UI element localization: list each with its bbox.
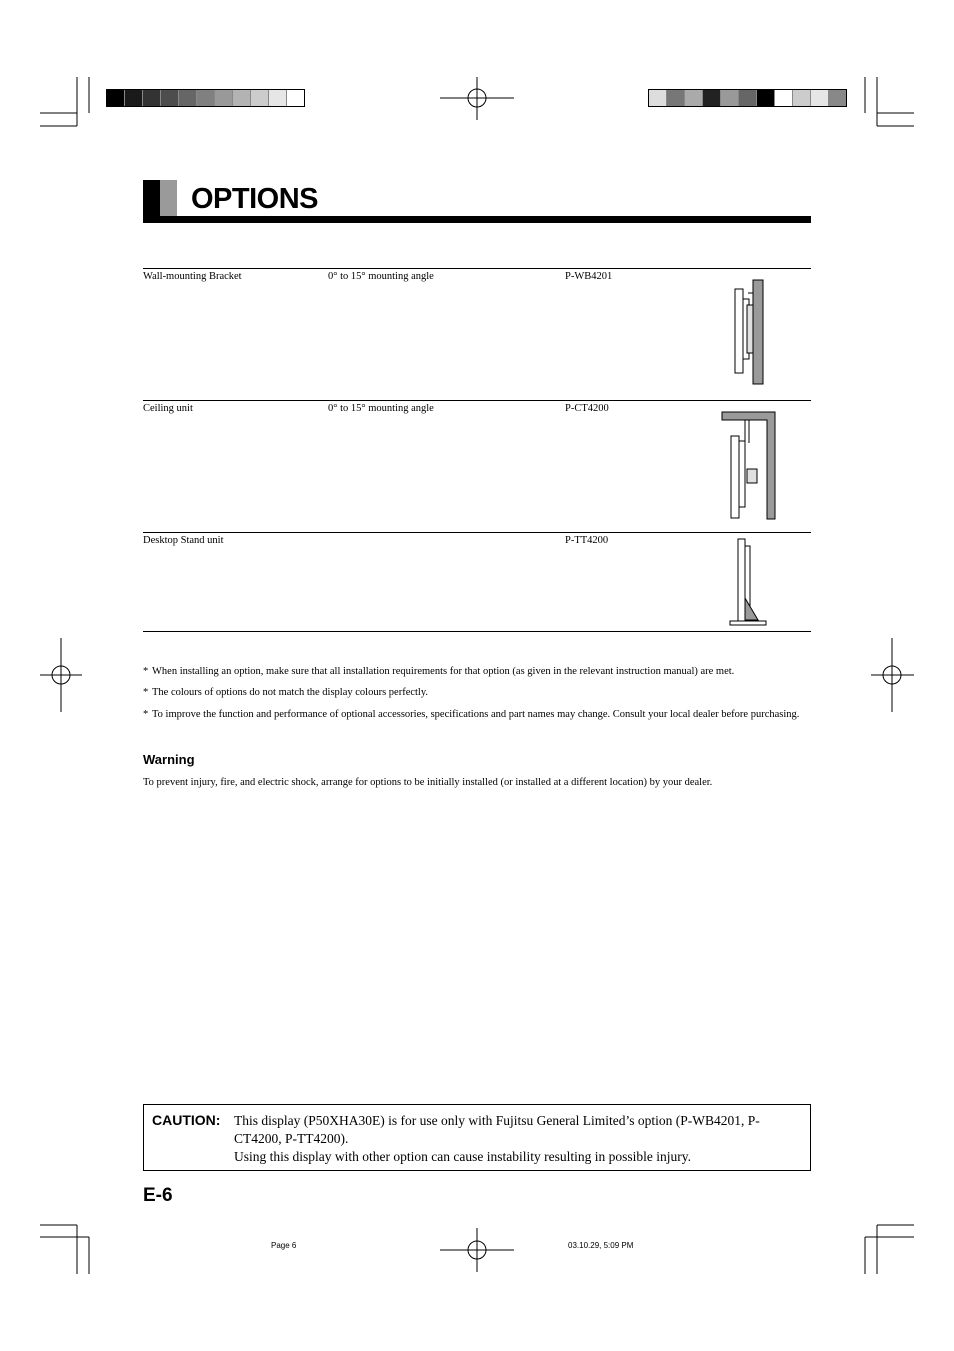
- title-marker-gray: [160, 180, 177, 218]
- option-model: P-TT4200: [565, 535, 609, 546]
- option-model: P-CT4200: [565, 403, 609, 414]
- wall-bracket-illustration: [726, 279, 776, 385]
- note-text: The colours of options do not match the display colours perfectly.: [152, 687, 429, 698]
- caution-body: [234, 1112, 804, 1166]
- option-model: P-WB4201: [565, 271, 613, 282]
- note-marker: *: [143, 687, 149, 698]
- color-swatch: [179, 90, 197, 106]
- color-swatch: [143, 90, 161, 106]
- color-swatch: [125, 90, 143, 106]
- color-swatch: [667, 90, 685, 106]
- color-calibration-bar-right: [648, 89, 847, 107]
- color-swatch: [739, 90, 757, 106]
- option-row-wall-bracket: [143, 268, 811, 401]
- note-text: When installing an option, make sure that all installation requirements for that option (as given in the relevant instruction manual) are met.: [152, 666, 735, 677]
- option-row-desktop-stand: [143, 532, 811, 632]
- caution-line-2: Using this display with other option can cause instability resulting in possible injury.: [234, 1149, 691, 1164]
- color-swatch: [161, 90, 179, 106]
- option-row-ceiling-unit: [143, 400, 811, 533]
- option-name: Desktop Stand unit: [143, 535, 224, 546]
- color-swatch: [251, 90, 269, 106]
- warning-text: To prevent injury, fire, and electric shock, arrange for options to be initially installed (or installed at a different location) by your dealer.: [143, 777, 713, 788]
- note-colours: [143, 685, 811, 700]
- option-description: 0° to 15° mounting angle: [328, 271, 434, 282]
- color-swatch: [775, 90, 793, 106]
- note-installation-requirements: [143, 664, 811, 679]
- color-swatch: [107, 90, 125, 106]
- warning-heading: Warning: [143, 752, 195, 767]
- color-swatch: [197, 90, 215, 106]
- caution-box: [143, 1104, 811, 1171]
- caution-label: CAUTION:: [152, 1112, 221, 1128]
- color-swatch: [215, 90, 233, 106]
- color-swatch: [703, 90, 721, 106]
- note-marker: *: [143, 709, 149, 720]
- footer-page: Page 6: [271, 1241, 297, 1250]
- title-marker-black: [143, 180, 160, 218]
- page-number: E-6: [143, 1185, 173, 1206]
- color-swatch: [829, 90, 846, 106]
- desktop-stand-illustration: [728, 536, 772, 628]
- option-name: Wall-mounting Bracket: [143, 271, 242, 282]
- option-name: Ceiling unit: [143, 403, 193, 414]
- footer-timestamp: 03.10.29, 5:09 PM: [568, 1241, 634, 1250]
- caution-line-1: This display (P50XHA30E) is for use only with Fujitsu General Limited’s option (P-WB4201, P-CT4200, P-TT4200).: [234, 1113, 760, 1146]
- page-title: OPTIONS: [191, 183, 319, 215]
- color-calibration-bar-left: [106, 89, 305, 107]
- color-swatch: [757, 90, 775, 106]
- color-swatch: [269, 90, 287, 106]
- option-description: 0° to 15° mounting angle: [328, 403, 434, 414]
- color-swatch: [721, 90, 739, 106]
- color-swatch: [811, 90, 829, 106]
- ceiling-unit-illustration: [721, 411, 781, 521]
- note-specifications-change: [143, 707, 811, 722]
- color-swatch: [649, 90, 667, 106]
- note-text: To improve the function and performance of optional accessories, specifications and part names may change. Consult your local dealer before purchasing.: [152, 709, 800, 720]
- color-swatch: [233, 90, 251, 106]
- color-swatch: [685, 90, 703, 106]
- options-table-bottom-rule: [143, 631, 811, 632]
- color-swatch: [287, 90, 304, 106]
- note-marker: *: [143, 666, 149, 677]
- color-swatch: [793, 90, 811, 106]
- title-underline: [143, 216, 811, 223]
